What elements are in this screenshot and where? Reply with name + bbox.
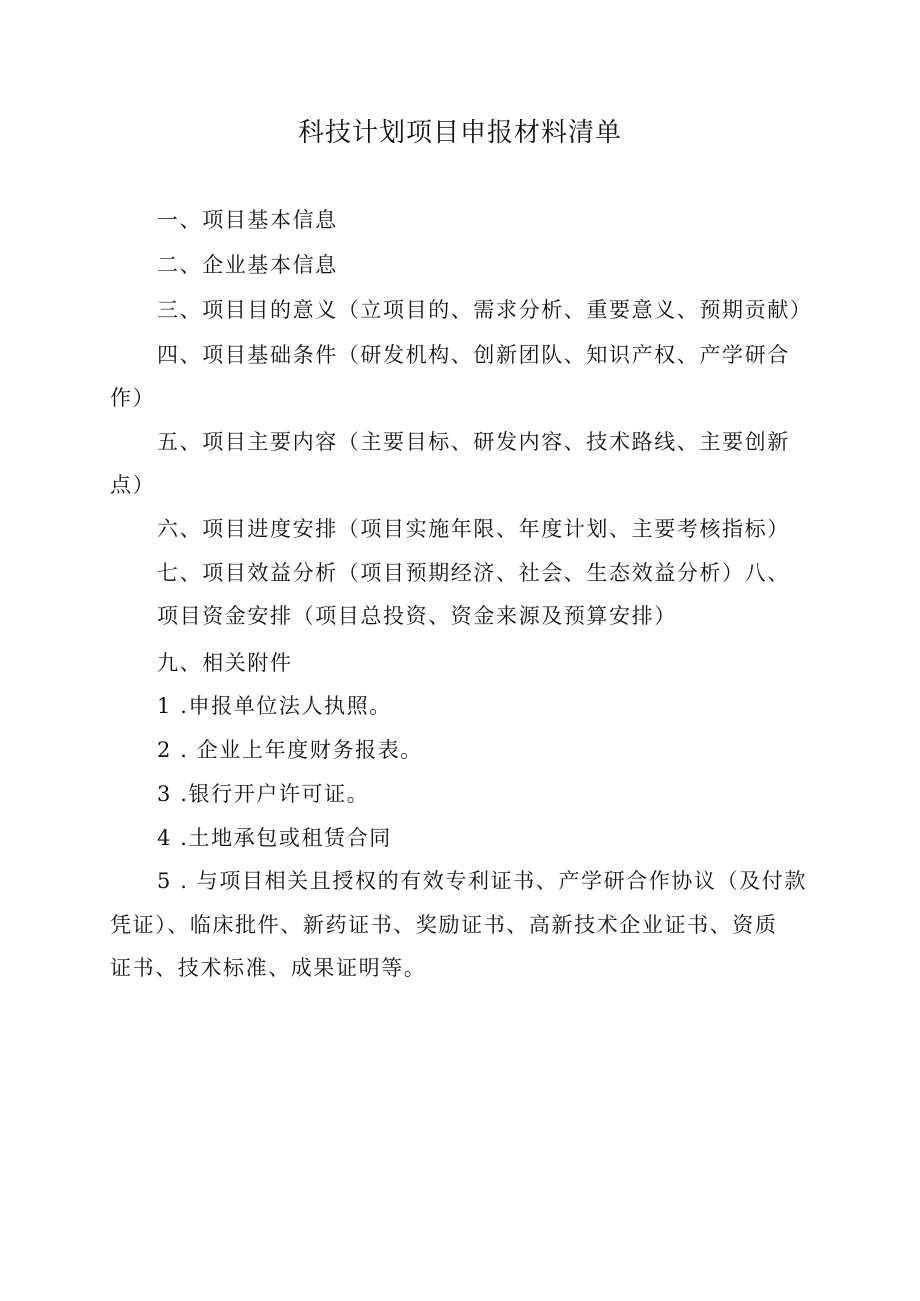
attachment-item-5: 5 . 与项目相关且授权的有效专利证书、产学研合作协议（及付款	[157, 869, 807, 893]
attachment-item-5-cont-2: 证书、技术标准、成果证明等。	[110, 956, 427, 980]
attachment-item-2: 2 . 企业上年度财务报表。	[157, 738, 423, 762]
attachment-item-4: 4 .土地承包或租赁合同	[157, 826, 392, 850]
document-title: 科技计划项目申报材料清单	[297, 118, 622, 148]
section-5-content: 五、项目主要内容（主要目标、研发内容、技术路线、主要创新	[157, 430, 790, 454]
section-2-company-info: 二、企业基本信息	[157, 253, 338, 277]
attachment-item-5-cont-1: 凭证）、临床批件、新药证书、奖励证书、高新技术企业证书、资质	[110, 913, 778, 937]
section-4-foundation-cont: 作）	[110, 386, 156, 410]
section-4-foundation: 四、项目基础条件（研发机构、创新团队、知识产权、产学研合	[157, 343, 790, 367]
section-9-attachments: 九、相关附件	[157, 651, 293, 675]
section-1-basic-info: 一、项目基本信息	[157, 208, 338, 232]
section-5-content-cont: 点）	[110, 473, 156, 497]
section-8-funding: 项目资金安排（项目总投资、资金来源及预算安排）	[157, 604, 677, 628]
section-7-benefit: 七、项目效益分析（项目预期经济、社会、生态效益分析）八、	[157, 561, 790, 585]
section-3-purpose: 三、项目目的意义（立项目的、需求分析、重要意义、预期贡献）	[157, 298, 813, 322]
attachment-item-1: 1 .申报单位法人执照。	[157, 694, 392, 718]
section-6-schedule: 六、项目进度安排（项目实施年限、年度计划、主要考核指标）	[157, 517, 790, 541]
attachment-item-3: 3 .银行开户许可证。	[157, 782, 370, 806]
